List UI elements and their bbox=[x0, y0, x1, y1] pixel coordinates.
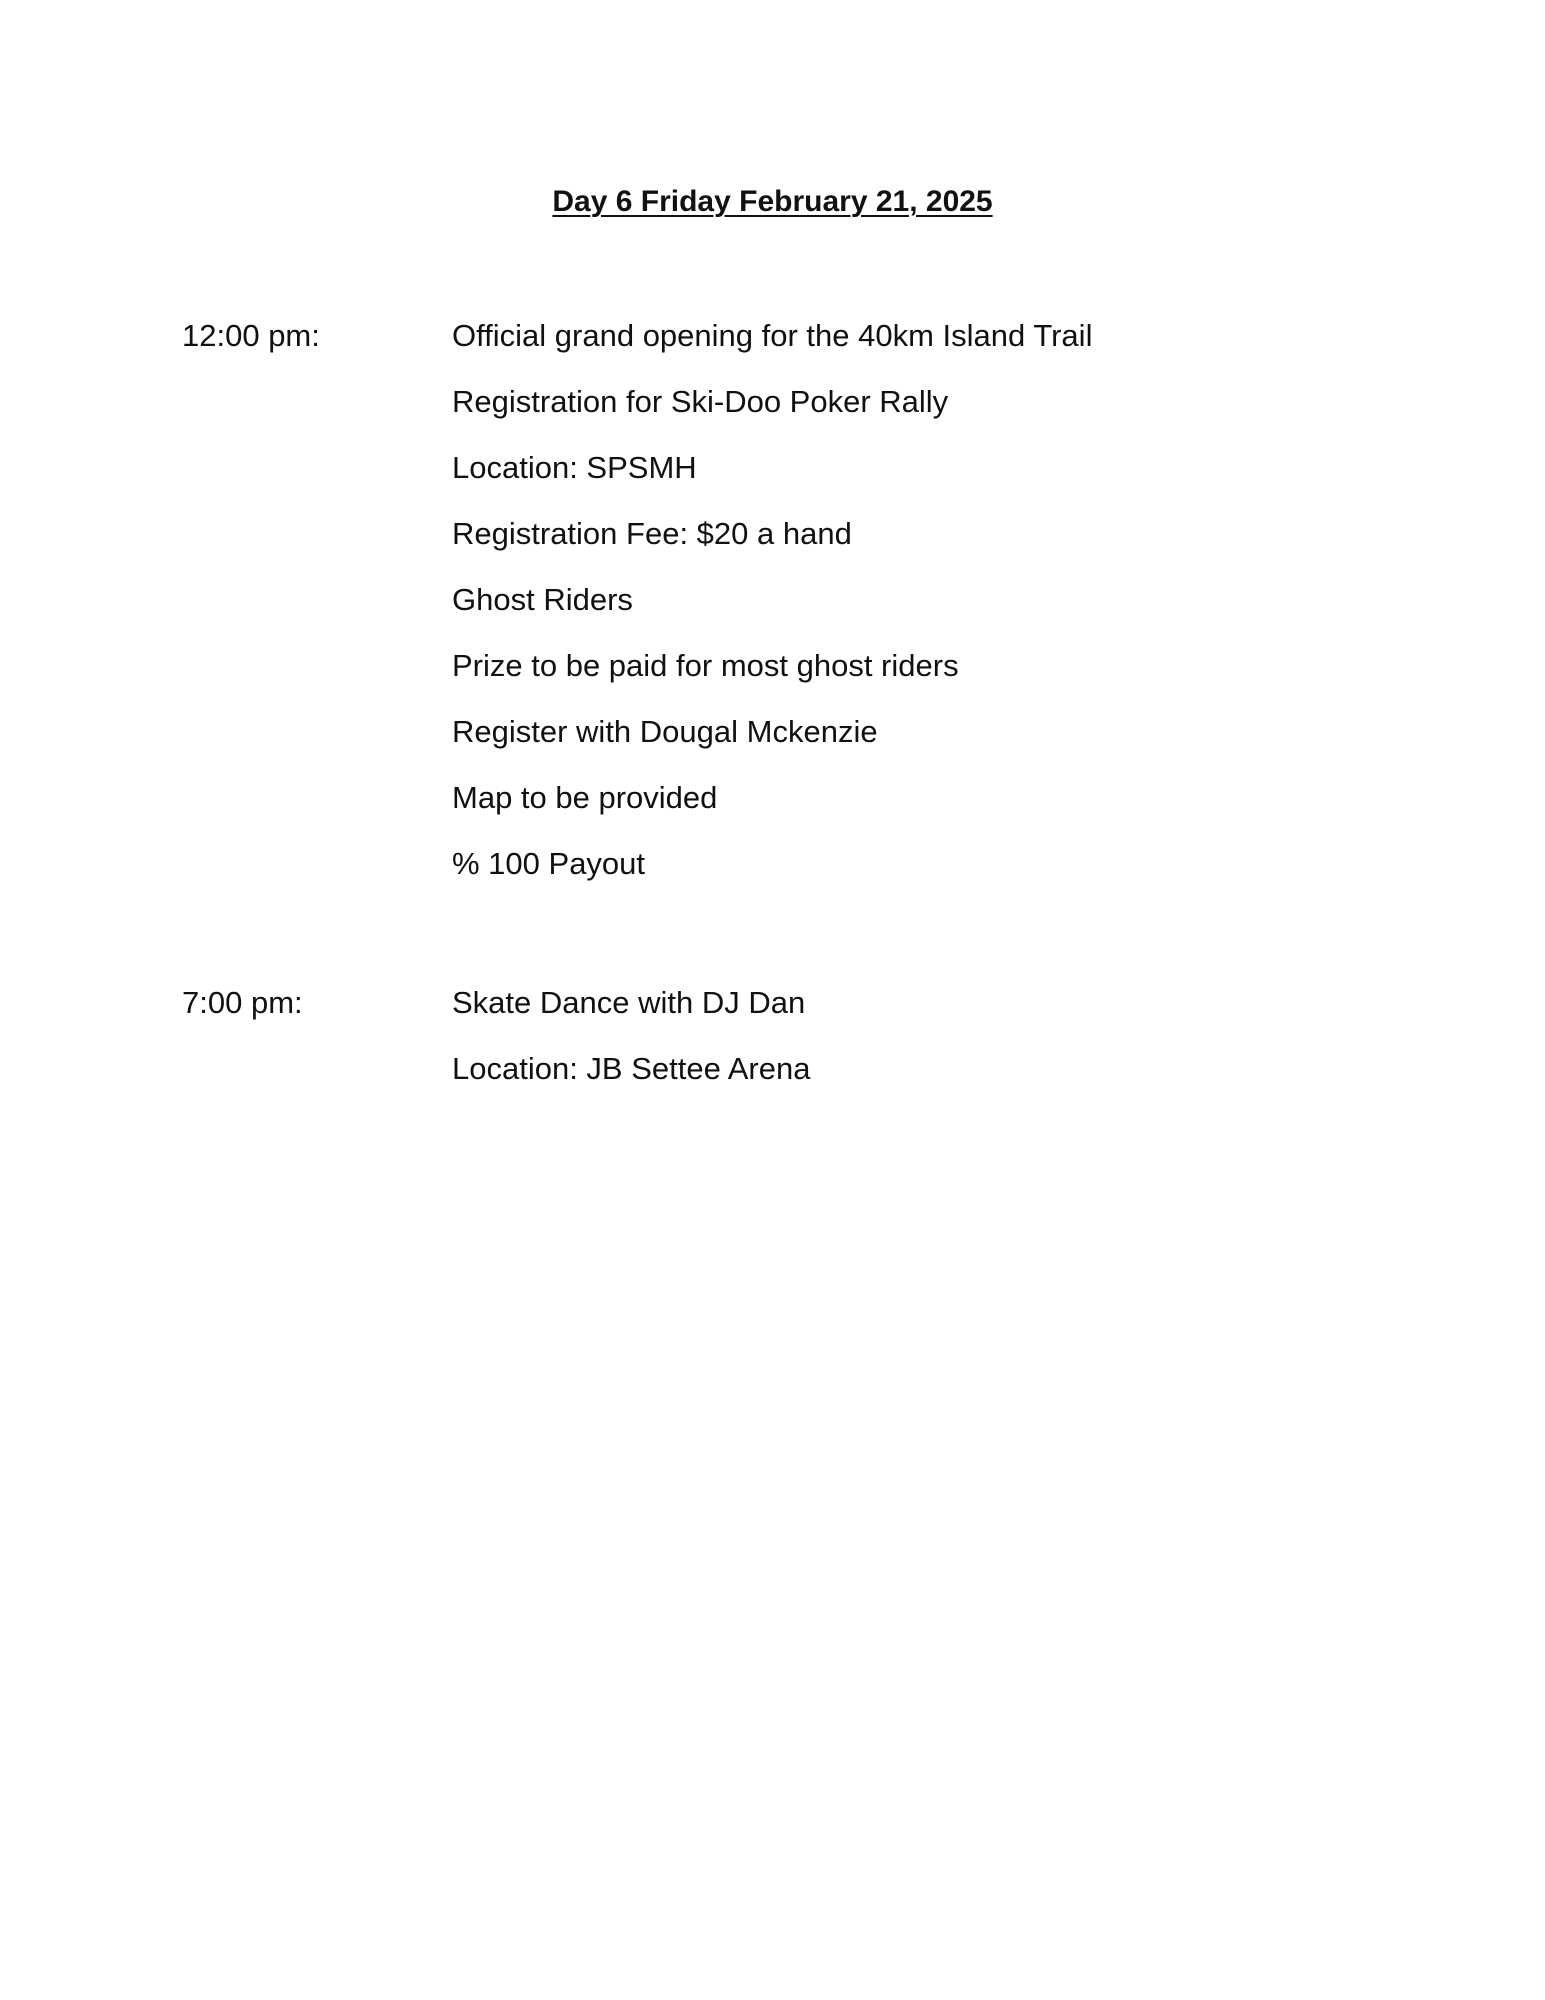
event-detail-line: Register with Dougal Mckenzie bbox=[452, 714, 878, 749]
event-detail-line: Registration Fee: $20 a hand bbox=[452, 516, 852, 551]
event-detail-line: Ghost Riders bbox=[452, 582, 633, 617]
event-detail-line: Registration for Ski-Doo Poker Rally bbox=[452, 384, 949, 419]
page-title-text: Day 6 Friday February 21, 2025 bbox=[552, 185, 993, 218]
event-detail-line: Location: SPSMH bbox=[452, 450, 697, 485]
event-detail-line: Official grand opening for the 40km Island Trail bbox=[452, 318, 1093, 353]
event-time: 7:00 pm: bbox=[182, 985, 303, 1020]
event-detail-line: Map to be provided bbox=[452, 780, 718, 815]
event-detail-line: % 100 Payout bbox=[452, 846, 646, 881]
event-detail-line: Prize to be paid for most ghost riders bbox=[452, 648, 959, 683]
event-details bbox=[452, 316, 1092, 910]
event-detail-line: Skate Dance with DJ Dan bbox=[452, 985, 806, 1020]
page-title bbox=[0, 182, 1545, 222]
event-time: 12:00 pm: bbox=[182, 318, 320, 353]
event-detail-line: Location: JB Settee Arena bbox=[452, 1051, 811, 1086]
event-details bbox=[452, 983, 810, 1115]
